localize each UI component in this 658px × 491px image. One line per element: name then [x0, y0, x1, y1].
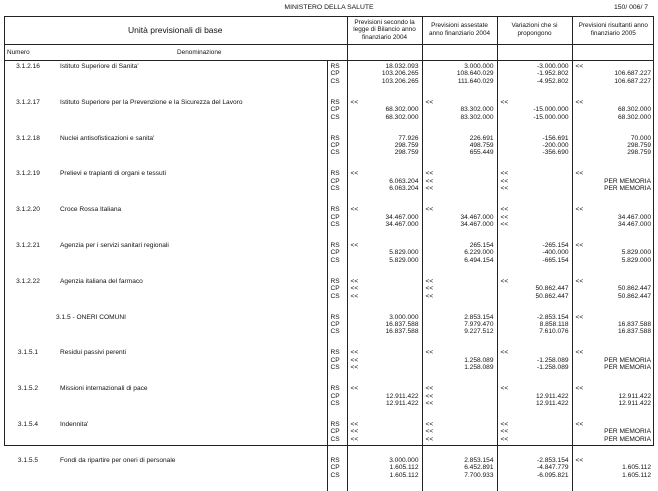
value: <<: [425, 435, 434, 443]
code-label: CS: [330, 292, 340, 300]
value: 298.759: [394, 149, 419, 157]
table-row: [4, 133, 654, 169]
col-header-v3: Variazioni che si propongono: [497, 16, 572, 45]
value-cell-v2: [422, 419, 497, 455]
value: 1.605.112: [622, 464, 652, 472]
table-row: [4, 347, 654, 383]
value: 298.759: [394, 142, 419, 149]
value: 265.154: [469, 241, 494, 249]
upb-denomination: Istituto Superiore per la Prevenzione e la Sicurezza del Lavoro: [60, 98, 243, 106]
value: 106.687.227: [614, 77, 652, 85]
value: 6.494.154: [464, 256, 494, 264]
code-label: CP: [330, 249, 340, 257]
value: 7.700.933: [464, 471, 494, 479]
code-label: CS: [330, 399, 340, 407]
value: 34.467.000: [460, 221, 494, 228]
code-label: RS: [330, 206, 340, 214]
value: <<: [575, 206, 584, 214]
code-label: CS: [330, 364, 340, 372]
value: <<: [425, 420, 434, 428]
value: 298.759: [627, 142, 652, 149]
value-cell-v4: [572, 204, 654, 240]
code-label: CP: [330, 428, 340, 436]
value: <<: [425, 428, 434, 436]
value-cell-v2: [422, 383, 497, 419]
value: <<: [575, 420, 584, 428]
value-cell-v3: [497, 276, 572, 312]
value-cell-v1: [347, 276, 422, 312]
value: <<: [575, 385, 584, 393]
value: 5.829.000: [621, 249, 652, 257]
table-row: [4, 419, 654, 455]
value: <<: [350, 435, 359, 443]
value: 12.911.422: [386, 392, 419, 400]
table-row: [4, 61, 654, 97]
code-label: CP: [330, 213, 340, 221]
upb-denomination: Prelievi e trapianti di organi e tessuti: [60, 170, 166, 178]
value: 7.979.470: [464, 320, 494, 328]
value: 34.467.000: [618, 221, 652, 228]
code-label: RS: [330, 63, 340, 70]
value: 3.000.000: [389, 313, 419, 321]
value: 68.302.000: [618, 106, 652, 114]
code-label: RS: [330, 456, 340, 464]
value: 106.687.227: [614, 70, 652, 78]
value: 12.911.422: [536, 392, 569, 400]
table-row: [4, 312, 654, 348]
row-codes: [327, 61, 347, 97]
value-cell-v1: [347, 168, 422, 204]
code-label: RS: [330, 170, 340, 178]
value-cell-v1: [347, 455, 422, 491]
col-header-numero: Numero: [4, 45, 52, 61]
row-codes: [327, 204, 347, 240]
upb-denomination: Agenzia italiana del farmaco: [60, 277, 143, 285]
code-label: RS: [330, 241, 340, 249]
value: 1.258.089: [464, 356, 494, 364]
row-codes: [327, 168, 347, 204]
value: PER MEMORIA: [604, 435, 652, 443]
value: -356.690: [542, 149, 569, 157]
value: PER MEMORIA: [604, 428, 652, 436]
table-row: [4, 276, 654, 312]
value: -665.154: [542, 256, 569, 264]
upb-number: 3.1.2.22: [16, 277, 40, 285]
value: <<: [425, 277, 434, 285]
value-cell-v3: [497, 133, 572, 169]
value: <<: [350, 170, 359, 178]
upb-denomination: Nuclei antisofisticazioni e sanita': [60, 134, 155, 142]
value: 50.862.447: [618, 285, 652, 293]
value: <<: [425, 385, 434, 393]
col-header-v4: Previsioni risultanti anno finanziario 2005: [572, 16, 654, 45]
value-cell-v2: [422, 61, 497, 97]
col-header-v1: Previsioni secondo la legge di Bilancio anno finanziario 2004: [347, 16, 422, 45]
code-label: CS: [330, 113, 340, 121]
value: <<: [500, 428, 509, 436]
value: <<: [500, 185, 509, 193]
value: PER MEMORIA: [604, 364, 652, 372]
value: <<: [500, 221, 509, 228]
row-codes: [327, 97, 347, 133]
value: -4.847.779: [537, 464, 569, 472]
code-label: RS: [330, 98, 340, 106]
value-cell-v1: [347, 312, 422, 348]
value: -400.000: [542, 249, 569, 257]
value-cell-v4: [572, 455, 654, 491]
code-label: CP: [330, 142, 340, 149]
value: 6.452.891: [464, 464, 494, 472]
value: 50.862.447: [535, 292, 569, 300]
col-header-v2: Previsioni assestate anno finanziario 2004: [422, 16, 497, 45]
value: 12.911.422: [536, 399, 569, 407]
value: -265.154: [542, 241, 569, 249]
value: <<: [350, 356, 359, 364]
code-label: CS: [330, 471, 340, 479]
value-cell-v4: [572, 240, 654, 276]
value: 8.858.118: [539, 320, 569, 328]
value: <<: [350, 420, 359, 428]
value: 12.911.422: [386, 399, 419, 407]
code-label: RS: [330, 277, 340, 285]
upb-denomination: Agenzia per i servizi sanitari regionali: [60, 241, 169, 249]
value-cell-v4: [572, 419, 654, 455]
value: -2.853.154: [537, 456, 569, 464]
value: <<: [425, 292, 434, 300]
value: 1.258.089: [464, 364, 494, 372]
value: 50.862.447: [535, 285, 569, 293]
value: <<: [425, 206, 434, 214]
row-codes: [327, 240, 347, 276]
value: 12.911.422: [618, 392, 652, 400]
value: 6.063.204: [389, 185, 419, 193]
value: <<: [350, 277, 359, 285]
value: 103.206.265: [381, 77, 419, 85]
value: <<: [575, 349, 584, 357]
value: -200.000: [542, 142, 569, 149]
value: <<: [350, 241, 359, 249]
value-cell-v2: [422, 204, 497, 240]
upb-number: 3.1.2.18: [16, 134, 40, 142]
code-label: RS: [330, 349, 340, 357]
upb-number: 3.1.5.1: [17, 349, 39, 357]
value: <<: [500, 206, 509, 214]
code-label: CS: [330, 435, 340, 443]
code-label: CS: [330, 149, 340, 157]
value: <<: [425, 285, 434, 293]
value-cell-v4: [572, 276, 654, 312]
code-label: CP: [330, 464, 340, 472]
value: PER MEMORIA: [604, 356, 652, 364]
code-label: RS: [330, 313, 340, 321]
value: 3.000.000: [464, 63, 494, 70]
upb-number: 3.1.5.2: [17, 385, 39, 393]
value-cell-v1: [347, 347, 422, 383]
upb-number: 3.1.2.16: [16, 63, 40, 70]
value: 298.759: [627, 149, 652, 157]
upb-number: 3.1.2.20: [16, 206, 40, 214]
value-cell-v3: [497, 240, 572, 276]
code-label: CP: [330, 177, 340, 185]
value-cell-v1: [347, 133, 422, 169]
row-codes: [327, 455, 347, 491]
value: 111.640.029: [457, 77, 494, 85]
value: <<: [500, 385, 509, 393]
upb-denomination: Missioni internazionali di pace: [60, 385, 148, 393]
value-cell-v3: [497, 168, 572, 204]
value: 108.640.029: [456, 70, 494, 78]
value-cell-v4: [572, 347, 654, 383]
value-cell-v1: [347, 97, 422, 133]
value: <<: [575, 63, 584, 70]
value-cell-v2: [422, 168, 497, 204]
value-cell-v1: [347, 240, 422, 276]
value: 50.862.447: [618, 292, 652, 300]
value: -3.000.000: [537, 63, 569, 70]
value: 6.229.000: [464, 249, 494, 257]
value-cell-v1: [347, 383, 422, 419]
upb-number: 3.1.5.4: [17, 420, 39, 428]
value: PER MEMORIA: [604, 185, 652, 193]
upb-denomination: Croce Rossa Italiana: [60, 206, 122, 214]
table-title: Unità previsionali di base: [4, 16, 347, 45]
value: <<: [575, 170, 584, 178]
value: 103.206.265: [381, 70, 419, 78]
code-label: CP: [330, 356, 340, 364]
value: -2.853.154: [537, 313, 569, 321]
value: 2.853.154: [464, 456, 494, 464]
row-codes: [327, 347, 347, 383]
value-cell-v3: [497, 347, 572, 383]
value: <<: [500, 349, 509, 357]
value: <<: [350, 385, 359, 393]
value: <<: [500, 213, 509, 221]
value-cell-v4: [572, 168, 654, 204]
value: 77.926: [398, 134, 419, 142]
upb-number: 3.1.2.19: [16, 170, 40, 178]
value: 34.467.000: [460, 213, 494, 221]
code-label: RS: [330, 420, 340, 428]
page-number: 150/ 006/ 7: [613, 4, 648, 11]
value-cell-v3: [497, 312, 572, 348]
value-cell-v2: [422, 276, 497, 312]
value-cell-v1: [347, 61, 422, 97]
value: <<: [575, 456, 584, 464]
code-label: CP: [330, 285, 340, 293]
value: 34.467.000: [618, 213, 652, 221]
value: <<: [425, 177, 434, 185]
value: -4.952.802: [537, 77, 569, 85]
table-row: [4, 204, 654, 240]
upb-number: 3.1.2.21: [16, 241, 40, 249]
value: 3.000.000: [389, 456, 419, 464]
value: -1.258.089: [537, 364, 569, 372]
value: 498.759: [469, 142, 494, 149]
row-codes: [327, 383, 347, 419]
upb-number: [4, 312, 52, 348]
value: 83.302.000: [460, 106, 494, 114]
ministry-header: MINISTERO DELLA SALUTE: [284, 4, 374, 11]
value-cell-v1: [347, 419, 422, 455]
code-label: CP: [330, 320, 340, 328]
value: 1.605.112: [389, 464, 419, 472]
value: <<: [350, 285, 359, 293]
table-row: [4, 383, 654, 419]
value: <<: [350, 349, 359, 357]
value: <<: [350, 98, 359, 106]
code-label: RS: [330, 385, 340, 393]
value: 16.837.588: [618, 320, 652, 328]
value-cell-v3: [497, 97, 572, 133]
value: <<: [575, 98, 584, 106]
value: 68.302.000: [385, 113, 419, 121]
value-cell-v3: [497, 204, 572, 240]
value: -15.000.000: [533, 106, 569, 114]
value: 16.837.588: [618, 328, 652, 336]
value: <<: [500, 435, 509, 443]
code-label: CP: [330, 106, 340, 114]
upb-denomination: Indennita': [60, 420, 89, 428]
value: -156.691: [542, 134, 569, 142]
value: <<: [500, 170, 509, 178]
value: <<: [350, 292, 359, 300]
value: -1.952.802: [537, 70, 569, 78]
value-cell-v4: [572, 312, 654, 348]
value: PER MEMORIA: [604, 177, 652, 185]
value-cell-v4: [572, 61, 654, 97]
row-codes: [327, 133, 347, 169]
value-cell-v2: [422, 455, 497, 491]
code-label: CS: [330, 185, 340, 193]
value: 1.605.112: [622, 471, 652, 479]
value-cell-v2: [422, 133, 497, 169]
value-cell-v1: [347, 204, 422, 240]
value: <<: [500, 177, 509, 185]
value: 7.610.076: [539, 328, 569, 336]
value-cell-v3: [497, 383, 572, 419]
value-cell-v2: [422, 347, 497, 383]
table-row: [4, 455, 654, 491]
value: <<: [425, 98, 434, 106]
value: 16.837.588: [385, 328, 419, 336]
value: <<: [575, 241, 584, 249]
code-label: CP: [330, 70, 340, 78]
value-cell-v2: [422, 312, 497, 348]
code-label: CS: [330, 256, 340, 264]
code-label: RS: [330, 134, 340, 142]
value: 5.829.000: [389, 256, 419, 264]
code-label: CP: [330, 392, 340, 400]
value: <<: [500, 98, 509, 106]
value: 5.829.000: [389, 249, 419, 257]
value: 5.829.000: [621, 256, 652, 264]
value: <<: [350, 428, 359, 436]
value-cell-v3: [497, 455, 572, 491]
value: -15.000.000: [533, 113, 569, 121]
value: <<: [425, 185, 434, 193]
col-header-denominazione: Denominazione: [52, 45, 347, 61]
value: <<: [350, 364, 359, 372]
table-row: [4, 240, 654, 276]
upb-denomination: Residui passivi perenti: [60, 349, 126, 357]
value: <<: [425, 392, 434, 400]
code-label: CS: [330, 77, 340, 85]
value: <<: [500, 277, 509, 285]
value-cell-v3: [497, 61, 572, 97]
value: 34.467.000: [385, 221, 419, 228]
value: <<: [425, 349, 434, 357]
table-row: [4, 97, 654, 133]
table-row: [4, 168, 654, 204]
value: 655.449: [469, 149, 494, 157]
value: 9.227.512: [464, 328, 494, 336]
row-codes: [327, 419, 347, 455]
code-label: CS: [330, 328, 340, 336]
value-cell-v4: [572, 383, 654, 419]
value: 1.605.112: [389, 471, 419, 479]
value: <<: [575, 313, 584, 321]
value-cell-v4: [572, 133, 654, 169]
value-cell-v2: [422, 97, 497, 133]
value: 226.691: [469, 134, 494, 142]
value: <<: [575, 277, 584, 285]
value: -1.258.089: [537, 356, 569, 364]
upb-number: 3.1.2.17: [16, 98, 40, 106]
value: <<: [425, 399, 434, 407]
value: 83.302.000: [460, 113, 494, 121]
value: 34.467.000: [385, 213, 419, 221]
value: 12.911.422: [618, 399, 652, 407]
upb-denomination: Istituto Superiore di Sanita': [60, 63, 139, 70]
budget-table: [4, 16, 654, 491]
value: 70.000: [630, 134, 652, 142]
code-label: CS: [330, 221, 340, 228]
upb-number: 3.1.5.5: [17, 456, 39, 464]
value-cell-v3: [497, 419, 572, 455]
row-codes: [327, 312, 347, 348]
row-codes: [327, 276, 347, 312]
value: 18.032.093: [385, 63, 419, 70]
value: 68.302.000: [385, 106, 419, 114]
value: <<: [425, 170, 434, 178]
upb-denomination: Fondi da ripartire per oneri di personale: [60, 456, 176, 464]
value-cell-v4: [572, 97, 654, 133]
value: <<: [350, 206, 359, 214]
value: 2.853.154: [464, 313, 494, 321]
value: 68.302.000: [618, 113, 652, 121]
value: <<: [500, 420, 509, 428]
upb-denomination: 3.1.5 - ONERI COMUNI: [56, 313, 126, 321]
value: -6.095.821: [537, 471, 569, 479]
value: 6.063.204: [389, 177, 419, 185]
value-cell-v2: [422, 240, 497, 276]
value: 16.837.588: [385, 320, 419, 328]
